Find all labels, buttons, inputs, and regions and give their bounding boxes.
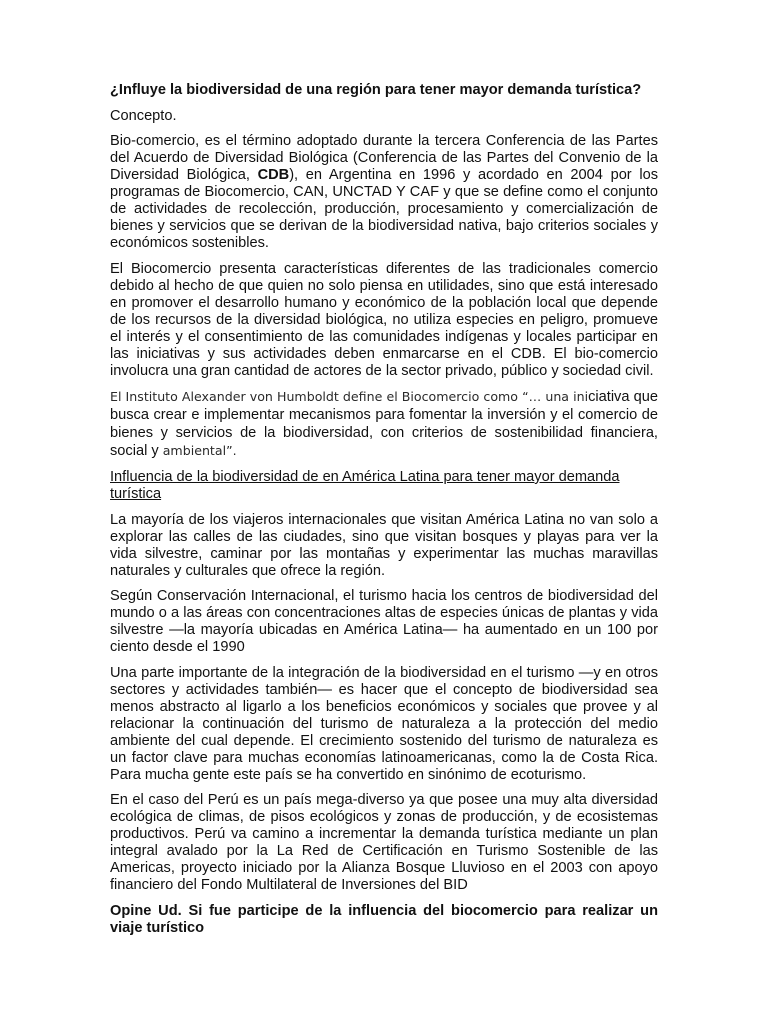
- cdb-bold-text: CDB: [257, 167, 290, 184]
- concept-label: Concepto.: [110, 107, 177, 124]
- paragraph-humboldt-quote: [110, 388, 658, 460]
- paragraph-text: Bio-comercio, es el término adoptado durante la tercera Conferencia de las Partes del Acuerdo de Diversidad Biológica (Conferencia de las Partes del Convenio de la Diversidad Biológica,: [110, 133, 658, 184]
- quote-text: ciativa que busca crear e implementar mecanismos para fomentar la inversión y el comercio de bienes y servicios de la biodiversidad, con criterios de sostenibilidad financiera, social y: [110, 389, 658, 460]
- quote-text-light: El Instituto Alexander von Humboldt define el Biocomercio como “… una ini: [110, 389, 589, 405]
- paragraph-conservation-international: Según Conservación Internacional, el turismo hacia los centros de biodiversidad del mundo o a las áreas con concentraciones altas de especies únicas de plantas y vida silvestre —la mayoría ubicadas en América Latina— ha aumentado en un 100 por ciento desde el 1990: [110, 588, 658, 656]
- paragraph-biocomercio-characteristics: El Biocomercio presenta características diferentes de las tradicionales comercio debido al hecho de que quien no solo piensa en utilidades, sino que está interesado en promover el desarrollo humano y económico de la población local que depende de los recursos de la diversidad biológica, no utiliza especies en peligro, promueve el interés y el consentimiento de las comunidades indígenas y locales participar en las iniciativas y sus actividades deben enmarcarse en el CDB. El bio-comercio involucra una gran cantidad de actores de la sector privado, público y sociedad civil.: [110, 260, 658, 379]
- paragraph-peru-case: En el caso del Perú es un país mega-diverso ya que posee una muy alta diversidad ecológica de climas, de pisos ecológicos y zonas de producción, y de ecosistemas productivos. Perú va camino a incrementar la demanda turística mediante un plan integral avalado por la La Red de Certificación en Turismo Sostenible de las Americas, proyecto iniciado por la Alianza Bosque Lluvioso en el 2003 con apoyo financiero del Fondo Multilateral de Inversiones del BID: [110, 792, 658, 894]
- document-page: [110, 82, 658, 946]
- section-subheading: Influencia de la biodiversidad de en América Latina para tener mayor demanda turística: [110, 468, 620, 502]
- paragraph-biocomercio-definition: [110, 133, 658, 252]
- closing-question: Opine Ud. Si fue participe de la influencia del biocomercio para realizar un viaje turístico: [110, 902, 658, 936]
- paragraph-text: ), en Argentina en 1996 y acordado en 2004 por los programas de Biocomercio, CAN, UNCTAD Y CAF y que se define como el conjunto de actividades de recolección, producción, procesamiento y comercialización de bienes y servicios que se derivan de la biodiversidad nativa, bajo criterios sociales y económicos sostenibles.: [110, 167, 658, 252]
- quote-text-light-end: ambiental”.: [162, 443, 237, 459]
- paragraph-biodiversity-tourism: Una parte importante de la integración de la biodiversidad en el turismo —y en otros sectores y actividades también— es hacer que el concepto de biodiversidad sea menos abstracto al ligarlo a los beneficios económicos y sociales que provee y al relacionar la continuación del turismo de naturaleza a la protección del medio ambiente del cual depende. El crecimiento sostenido del turismo de naturaleza es un factor clave para muchas economías latinoamericanas, como la de Costa Rica. Para mucha gente este país se ha convertido en sinónimo de ecoturismo.: [110, 664, 658, 783]
- paragraph-latin-america-travelers: La mayoría de los viajeros internacionales que visitan América Latina no van solo a explorar las calles de las ciudades, sino que visitan bosques y playas para ver la vida silvestre, caminar por las montañas y experimentar las muchas maravillas naturales y culturales que ofrece la región.: [110, 511, 658, 579]
- document-title: ¿Influye la biodiversidad de una región para tener mayor demanda turística?: [110, 82, 642, 98]
